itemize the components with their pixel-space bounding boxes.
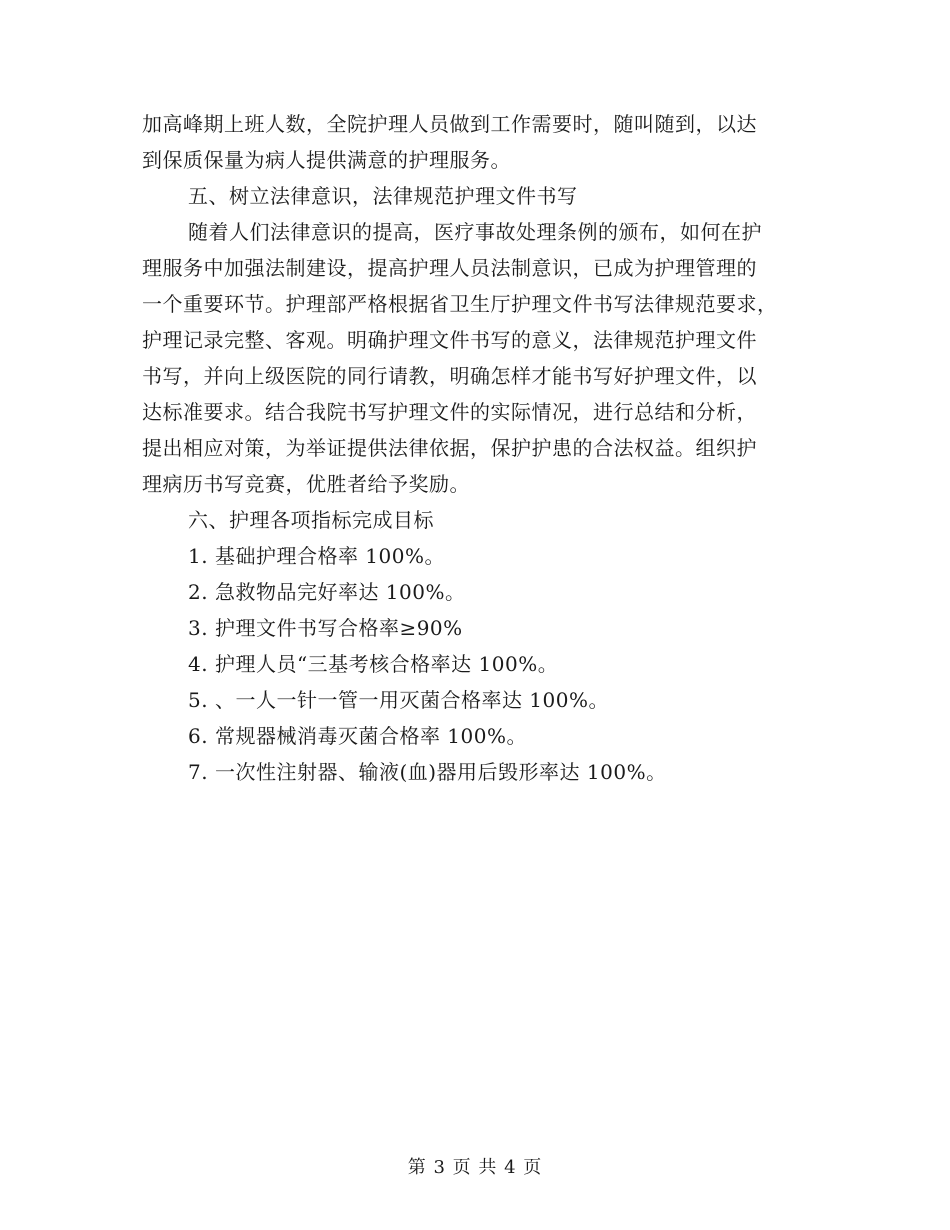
- text-line: 一个重要环节。护理部严格根据省卫生厅护理文件书写法律规范要求，: [142, 292, 778, 316]
- list-item: 4. 护理人员“三基考核合格率达 100%。: [188, 652, 559, 676]
- text-line: 书写，并向上级医院的同行请教，明确怎样才能书写好护理文件，以: [142, 364, 757, 388]
- paragraph-continuation: [142, 106, 812, 178]
- paragraph-section-5: [142, 214, 812, 502]
- text-line: 加高峰期上班人数，全院护理人员做到工作需要时，随叫随到，以达: [142, 112, 757, 136]
- text-line: 提出相应对策，为举证提供法律依据，保护护患的合法权益。组织护: [142, 436, 757, 460]
- text-line: 护理记录完整、客观。明确护理文件书写的意义，法律规范护理文件: [142, 328, 757, 352]
- page-number-footer: 第 3 页 共 4 页: [407, 1157, 543, 1178]
- list-item: 1. 基础护理合格率 100%。: [188, 544, 445, 568]
- document-body: [142, 106, 812, 790]
- section-heading-6: 六、护理各项指标完成目标: [188, 508, 434, 532]
- target-list: [142, 538, 812, 790]
- text-line: 理服务中加强法制建设，提高护理人员法制意识，已成为护理管理的: [142, 256, 757, 280]
- list-item: 5. 、一人一针一管一用灭菌合格率达 100%。: [188, 688, 609, 712]
- text-line: 达标准要求。结合我院书写护理文件的实际情况，进行总结和分析，: [142, 400, 757, 424]
- text-line: 随着人们法律意识的提高，医疗事故处理条例的颁布，如何在护: [188, 220, 762, 244]
- list-item: 3. 护理文件书写合格率≥90%: [188, 616, 463, 640]
- section-heading-5: 五、树立法律意识，法律规范护理文件书写: [188, 184, 578, 208]
- list-item: 7. 一次性注射器、输液(血)器用后毁形率达 100%。: [188, 760, 667, 784]
- text-line: 理病历书写竞赛，优胜者给予奖励。: [142, 472, 470, 496]
- text-line: 到保质保量为病人提供满意的护理服务。: [142, 148, 511, 172]
- list-item: 6. 常规器械消毒灭菌合格率 100%。: [188, 724, 527, 748]
- list-item: 2. 急救物品完好率达 100%。: [188, 580, 466, 604]
